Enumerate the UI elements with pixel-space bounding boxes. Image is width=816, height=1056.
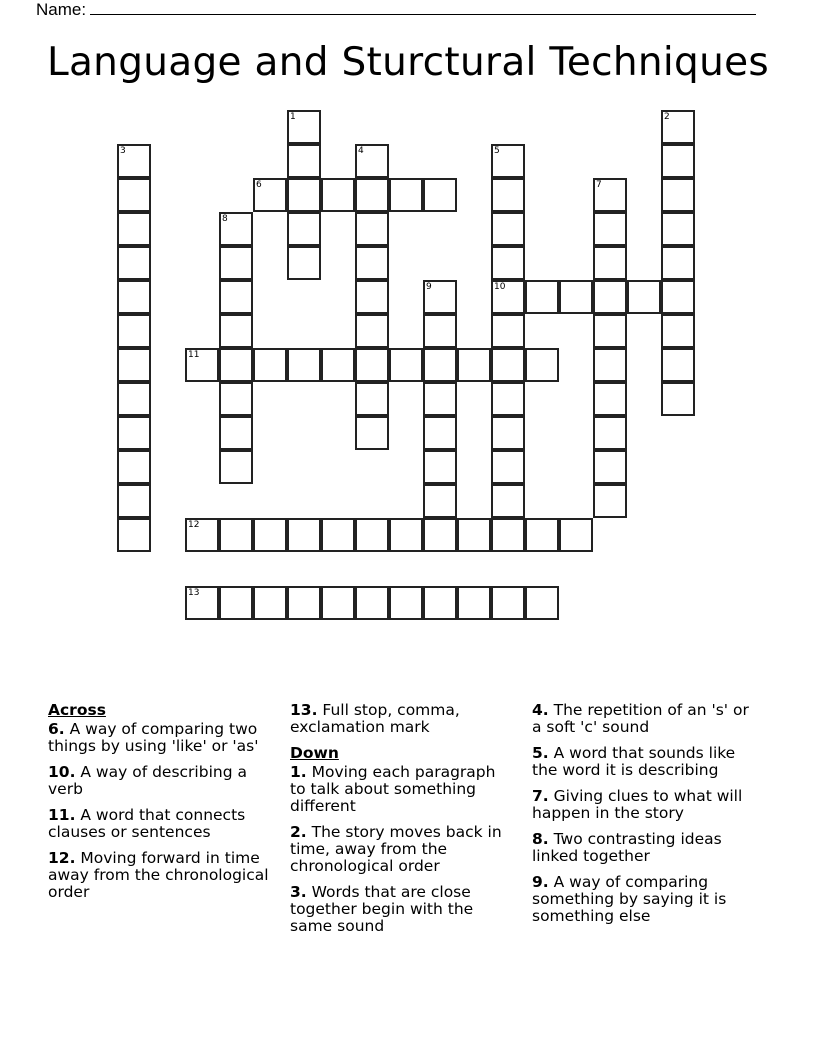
crossword-cell[interactable] — [219, 314, 253, 348]
clue-number: 13 — [188, 588, 200, 598]
crossword-cell[interactable] — [559, 280, 593, 314]
crossword-cell[interactable] — [355, 280, 389, 314]
name-field[interactable] — [36, 0, 756, 20]
crossword-cell[interactable] — [661, 246, 695, 280]
crossword-cell[interactable] — [287, 178, 321, 212]
crossword-cell[interactable] — [219, 450, 253, 484]
crossword-cell[interactable] — [593, 416, 627, 450]
crossword-cell[interactable] — [491, 586, 525, 620]
crossword-cell[interactable] — [389, 178, 423, 212]
down-heading: Down — [290, 744, 339, 762]
crossword-cell[interactable] — [117, 348, 151, 382]
clue-down-4: 4. The repetition of an 's' or a soft 'c' sound — [532, 701, 749, 736]
crossword-cell[interactable] — [661, 178, 695, 212]
crossword-cell[interactable] — [593, 178, 627, 212]
crossword-cell[interactable] — [593, 280, 627, 314]
crossword-cell[interactable] — [491, 178, 525, 212]
crossword-cell[interactable] — [321, 178, 355, 212]
clue-number: 5 — [494, 146, 500, 156]
crossword-cell[interactable] — [423, 382, 457, 416]
crossword-cell[interactable] — [593, 212, 627, 246]
clue-down-3: 3. Words that are close together begin with the same sound — [290, 883, 474, 935]
crossword-cell[interactable] — [491, 450, 525, 484]
crossword-cell[interactable] — [457, 586, 491, 620]
name-underline — [90, 0, 756, 15]
crossword-cell[interactable] — [117, 484, 151, 518]
crossword-cell[interactable] — [627, 280, 661, 314]
crossword-cell[interactable] — [185, 586, 219, 620]
crossword-cell[interactable] — [423, 518, 457, 552]
crossword-cell[interactable] — [423, 314, 457, 348]
crossword-cell[interactable] — [287, 246, 321, 280]
crossword-cell[interactable] — [287, 110, 321, 144]
crossword-cell[interactable] — [287, 144, 321, 178]
crossword-cell[interactable] — [525, 518, 559, 552]
crossword-cell[interactable] — [355, 518, 389, 552]
crossword-cell[interactable] — [491, 246, 525, 280]
crossword-cell[interactable] — [423, 586, 457, 620]
crossword-cell[interactable] — [661, 382, 695, 416]
clues-column-1 — [48, 702, 284, 910]
crossword-cell[interactable] — [661, 212, 695, 246]
clues-column-3 — [532, 702, 754, 934]
crossword-cell[interactable] — [117, 450, 151, 484]
crossword-cell[interactable] — [219, 280, 253, 314]
crossword-cell[interactable] — [219, 348, 253, 382]
crossword-cell[interactable] — [321, 348, 355, 382]
crossword-cell[interactable] — [491, 314, 525, 348]
crossword-cell[interactable] — [593, 348, 627, 382]
crossword-cell[interactable] — [593, 484, 627, 518]
crossword-cell[interactable] — [117, 246, 151, 280]
crossword-cell[interactable] — [389, 348, 423, 382]
clue-number: 9 — [426, 282, 432, 292]
crossword-cell[interactable] — [389, 518, 423, 552]
clue-number: 6 — [256, 180, 262, 190]
crossword-cell[interactable] — [117, 416, 151, 450]
clue-number: 2 — [664, 112, 670, 122]
crossword-cell[interactable] — [253, 348, 287, 382]
crossword-cell[interactable] — [661, 280, 695, 314]
crossword-cell[interactable] — [593, 314, 627, 348]
clue-across-10: 10. A way of describing a verb — [48, 763, 247, 798]
clue-number: 8 — [222, 214, 228, 224]
crossword-cell[interactable] — [491, 416, 525, 450]
page-title: Language and Sturctural Techniques — [46, 40, 770, 85]
clue-number: 3 — [120, 146, 126, 156]
clue-number: 7 — [596, 180, 602, 190]
crossword-cell[interactable] — [457, 518, 491, 552]
crossword-cell[interactable] — [491, 212, 525, 246]
crossword-cell[interactable] — [661, 314, 695, 348]
clue-number: 4 — [358, 146, 364, 156]
crossword-cell[interactable] — [355, 586, 389, 620]
crossword-cell[interactable] — [491, 484, 525, 518]
crossword-cell[interactable] — [525, 348, 559, 382]
crossword-cell[interactable] — [219, 382, 253, 416]
crossword-cell[interactable] — [559, 518, 593, 552]
clue-down-8: 8. Two contrasting ideas linked together — [532, 830, 722, 865]
crossword-cell[interactable] — [491, 280, 525, 314]
clue-down-2: 2. The story moves back in time, away from the chronological order — [290, 823, 502, 875]
crossword-cell[interactable] — [219, 246, 253, 280]
crossword-cell[interactable] — [423, 450, 457, 484]
crossword-cell[interactable] — [457, 348, 491, 382]
crossword-cell[interactable] — [219, 518, 253, 552]
clue-across-11: 11. A word that connects clauses or sentences — [48, 806, 246, 841]
crossword-cell[interactable] — [321, 586, 355, 620]
name-label: Name: — [36, 0, 87, 19]
crossword-cell[interactable] — [287, 586, 321, 620]
clue-across-6: 6. A way of comparing two things by using 'like' or 'as' — [48, 720, 259, 755]
crossword-cell[interactable] — [355, 416, 389, 450]
crossword-cell[interactable] — [491, 382, 525, 416]
crossword-cell[interactable] — [321, 518, 355, 552]
crossword-cell[interactable] — [355, 314, 389, 348]
clue-number: 11 — [188, 350, 200, 360]
crossword-cell[interactable] — [185, 348, 219, 382]
clue-down-5: 5. A word that sounds like the word it is describing — [532, 744, 736, 779]
crossword-cell[interactable] — [525, 280, 559, 314]
across-heading: Across — [48, 701, 106, 719]
crossword-cell[interactable] — [355, 246, 389, 280]
crossword-cell[interactable] — [423, 280, 457, 314]
crossword-cell[interactable] — [491, 348, 525, 382]
crossword-cell[interactable] — [117, 144, 151, 178]
crossword-cell[interactable] — [117, 212, 151, 246]
crossword-cell[interactable] — [661, 348, 695, 382]
crossword-cell[interactable] — [525, 586, 559, 620]
crossword-cell[interactable] — [423, 484, 457, 518]
clue-number: 12 — [188, 520, 200, 530]
crossword-cell[interactable] — [661, 144, 695, 178]
crossword-cell[interactable] — [593, 450, 627, 484]
clue-across-12: 12. Moving forward in time away from the chronological order — [48, 849, 269, 901]
crossword-cell[interactable] — [117, 178, 151, 212]
crossword-cell[interactable] — [491, 518, 525, 552]
crossword-cell[interactable] — [253, 178, 287, 212]
clue-number: 1 — [290, 112, 296, 122]
crossword-cell[interactable] — [423, 348, 457, 382]
crossword-cell[interactable] — [355, 348, 389, 382]
crossword-cell[interactable] — [661, 110, 695, 144]
crossword-cell[interactable] — [287, 518, 321, 552]
clue-down-9: 9. A way of comparing something by saying it is something else — [532, 873, 727, 925]
crossword-cell[interactable] — [117, 280, 151, 314]
crossword-cell[interactable] — [117, 314, 151, 348]
crossword-cell[interactable] — [219, 416, 253, 450]
clue-across-13: 13. Full stop, comma, exclamation mark — [290, 701, 460, 736]
clue-number: 10 — [494, 282, 506, 292]
clue-down-1: 1. Moving each paragraph to talk about something different — [290, 763, 496, 815]
crossword-cell[interactable] — [219, 586, 253, 620]
crossword-cell[interactable] — [185, 518, 219, 552]
crossword-cell[interactable] — [253, 518, 287, 552]
crossword-cell[interactable] — [219, 212, 253, 246]
crossword-cell[interactable] — [491, 144, 525, 178]
crossword-cell[interactable] — [287, 212, 321, 246]
crossword-cell[interactable] — [593, 382, 627, 416]
clue-down-7: 7. Giving clues to what will happen in the story — [532, 787, 743, 822]
crossword-cell[interactable] — [117, 518, 151, 552]
crossword-cell[interactable] — [117, 382, 151, 416]
crossword-cell[interactable] — [593, 246, 627, 280]
crossword-cell[interactable] — [355, 382, 389, 416]
crossword-cell[interactable] — [355, 212, 389, 246]
crossword-cell[interactable] — [287, 348, 321, 382]
crossword-cell[interactable] — [423, 416, 457, 450]
crossword-cell[interactable] — [355, 178, 389, 212]
crossword-cell[interactable] — [423, 178, 457, 212]
crossword-cell[interactable] — [389, 586, 423, 620]
crossword-cell[interactable] — [355, 144, 389, 178]
crossword-cell[interactable] — [253, 586, 287, 620]
clues-column-2 — [290, 702, 512, 944]
